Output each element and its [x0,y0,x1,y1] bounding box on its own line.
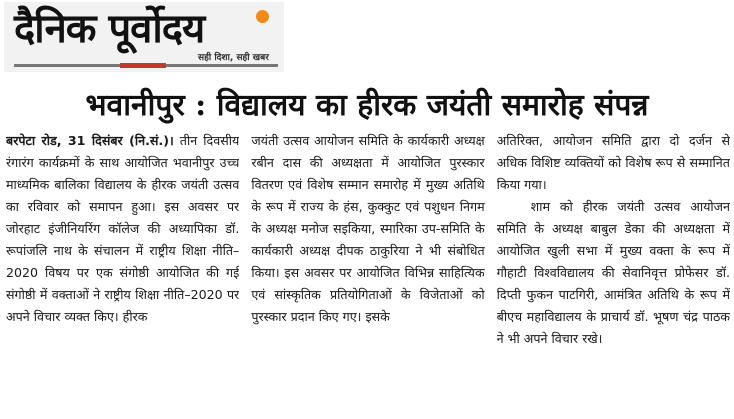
article-column-1 [6,130,239,418]
article-column-2 [251,130,484,418]
article-column-3 [497,130,730,418]
masthead [0,0,734,80]
article-headline: भवानीपुर : विद्यालय का हीरक जयंती समारोह संपन्न [85,88,649,123]
article-text: अतिरिक्त, आयोजन समिति द्वारा दो दर्जन से अधिक विशिष्ट व्यक्तियों को विशेष रूप से सम्मानित किया गया। [496,133,730,192]
article-text: शाम को हीरक जयंती उत्सव आयोजन समिति के अध्यक्ष बाबुल डेका की अध्यक्षता में आयोजित खुली सभा में मुख्य वक्ता के रूप में गौहाटी विश्वविद्यालय की सेवानिवृत्त प्रोफेसर डॉ. दिप्ती फुकन पाटगिरी, आमंत्रित अतिथि के रूप में बीएच महाविद्यालय के प्राचार्य डॉ. भूषण चंद्र पाठक ने भी अपने विचार रखे। [496,199,730,346]
article-paragraph [6,130,239,328]
logo-underline-accent [120,63,166,68]
article-dateline: बरपेटा रोड, 31 दिसंबर (नि.सं.)। [6,133,174,148]
newspaper-name: दैनिक पूर्वोदय [14,5,205,52]
article-text: तीन दिवसीय रंगारंग कार्यक्रमों के साथ आयोजित भवानीपुर उच्च माध्यमिक बालिका विद्यालय के हीरक जयंती उत्सव का रविवार को समापन हुआ। इस अवसर पर जोरहाट इंजीनियरिंग कॉलेज की अध्यापिका डॉ. रूपांजलि नाथ के संचालन में राष्ट्रीय शिक्षा नीति–2020 विषय पर एक संगोष्ठी आयोजित की गई संगोष्ठी में वक्ताओं ने राष्ट्रीय शिक्षा नीति–2020 पर अपने विचार व्यक्त किए। हीरक [6,133,240,324]
article-body [6,130,730,418]
article-text: जयंती उत्सव आयोजन समिति के कार्यकारी अध्यक्ष रबीन दास की अध्यक्षता में आयोजित पुरस्कार वितरण एवं विशेष सम्मान समारोह में मुख्य अतिथि के रूप में राज्य के हंस, कुक्कुट एवं पशुधन निगम के अध्यक्ष मनोज सइकिया, स्मारिका उप-समिति के कार्यकारी अध्यक्ष दीपक ठाकुरिया ने भी संबोधित किया। इस अवसर पर आयोजित विभिन्न साहित्यिक एवं सांस्कृतिक प्रतियोगिताओं के विजेताओं को पुरस्कार प्रदान किए गए। इसके [251,133,485,324]
logo-sun-icon [256,10,269,23]
newspaper-tagline: सही दिशा, सही खबर [198,53,269,63]
